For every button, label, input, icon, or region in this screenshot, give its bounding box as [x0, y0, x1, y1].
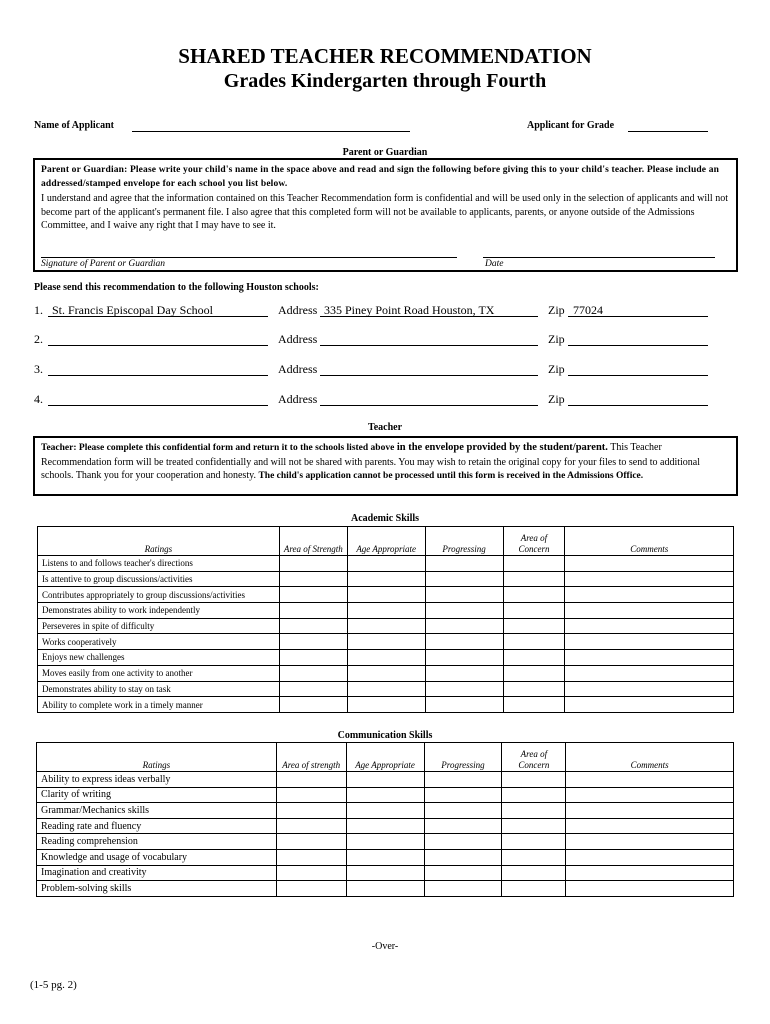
- table-row: [38, 556, 734, 572]
- zip-field[interactable]: [568, 405, 708, 406]
- age-appropriate-cell[interactable]: [347, 571, 425, 587]
- rating-label: Reading comprehension: [37, 834, 277, 850]
- zip-label: Zip: [548, 392, 565, 406]
- table-row: [38, 650, 734, 666]
- teacher-instructions-envelope: in the envelope provided by the student/parent.: [396, 442, 608, 453]
- parent-box: [33, 158, 738, 272]
- table-row: [38, 571, 734, 587]
- signature-label: Signature of Parent or Guardian: [41, 259, 166, 269]
- rating-label: Clarity of writing: [37, 787, 277, 803]
- age-appropriate-cell[interactable]: [347, 634, 425, 650]
- date-field[interactable]: [483, 257, 715, 258]
- column-header: Area of strength: [276, 743, 346, 772]
- parent-section-heading: Parent or Guardian: [342, 147, 428, 158]
- area-of-strength-cell[interactable]: [276, 772, 346, 788]
- area-of-strength-cell[interactable]: [279, 556, 347, 572]
- column-header: Age Appropriate: [347, 527, 425, 556]
- applicant-grade-field[interactable]: [628, 131, 708, 132]
- address-label: Address: [278, 392, 318, 406]
- progressing-cell[interactable]: [424, 772, 502, 788]
- schools-heading: Please send this recommendation to the following Houston schools:: [34, 282, 319, 293]
- progressing-cell[interactable]: [425, 650, 503, 666]
- rating-label: Demonstrates ability to work independently: [38, 603, 280, 619]
- area-of-concern-cell[interactable]: [502, 787, 566, 803]
- area-of-strength-cell[interactable]: [276, 834, 346, 850]
- progressing-cell[interactable]: [425, 587, 503, 603]
- age-appropriate-cell[interactable]: [347, 697, 425, 713]
- column-header: Comments: [566, 743, 734, 772]
- table-row: [38, 697, 734, 713]
- area-of-strength-cell[interactable]: [279, 634, 347, 650]
- progressing-cell[interactable]: [424, 803, 502, 819]
- age-appropriate-cell[interactable]: [347, 618, 425, 634]
- column-header: Age Appropriate: [346, 743, 424, 772]
- address-field[interactable]: [320, 375, 538, 376]
- comments-cell[interactable]: [566, 803, 734, 819]
- progressing-cell[interactable]: [424, 881, 502, 897]
- teacher-instructions-text: This Teacher Recommendation form will be treated confidentially and will not be shared with parents. You may wish to retain the original copy for your files to send to additional schools. Thank you for your cooperation and honesty.: [41, 442, 701, 481]
- table-row: [37, 787, 734, 803]
- table-row: [38, 603, 734, 619]
- age-appropriate-cell[interactable]: [347, 681, 425, 697]
- teacher-section-heading: Teacher: [367, 422, 403, 433]
- area-of-strength-cell[interactable]: [276, 849, 346, 865]
- comments-cell[interactable]: [566, 787, 734, 803]
- progressing-cell[interactable]: [425, 634, 503, 650]
- area-of-concern-cell[interactable]: [503, 556, 565, 572]
- area-of-concern-cell[interactable]: [502, 865, 566, 881]
- column-header: Area of Strength: [279, 527, 347, 556]
- area-of-concern-cell[interactable]: [503, 634, 565, 650]
- academic-heading: Academic Skills: [350, 513, 420, 524]
- address-field[interactable]: [320, 345, 538, 346]
- progressing-cell[interactable]: [424, 865, 502, 881]
- progressing-cell[interactable]: [425, 603, 503, 619]
- age-appropriate-cell[interactable]: [347, 603, 425, 619]
- rating-label: Ability to express ideas verbally: [37, 772, 277, 788]
- progressing-cell[interactable]: [425, 556, 503, 572]
- area-of-strength-cell[interactable]: [276, 803, 346, 819]
- rating-label: Imagination and creativity: [37, 865, 277, 881]
- area-of-concern-cell[interactable]: [502, 881, 566, 897]
- table-row: [37, 772, 734, 788]
- rating-label: Moves easily from one activity to another: [38, 665, 280, 681]
- age-appropriate-cell[interactable]: [347, 587, 425, 603]
- age-appropriate-cell[interactable]: [346, 849, 424, 865]
- teacher-box: [33, 436, 738, 496]
- area-of-strength-cell[interactable]: [276, 818, 346, 834]
- zip-field[interactable]: [568, 345, 708, 346]
- address-label: Address: [278, 303, 318, 317]
- signature-field[interactable]: [41, 257, 457, 258]
- area-of-strength-cell[interactable]: [279, 681, 347, 697]
- school-zip: 77024: [573, 303, 603, 317]
- area-of-strength-cell[interactable]: [276, 865, 346, 881]
- age-appropriate-cell[interactable]: [347, 556, 425, 572]
- age-appropriate-cell[interactable]: [346, 772, 424, 788]
- address-label: Address: [278, 362, 318, 376]
- comments-cell[interactable]: [566, 834, 734, 850]
- teacher-instructions-warning: The child's application cannot be processed until this form is received in the Admissions Office.: [258, 471, 644, 481]
- area-of-concern-cell[interactable]: [503, 650, 565, 666]
- area-of-strength-cell[interactable]: [279, 571, 347, 587]
- table-row: [38, 587, 734, 603]
- area-of-strength-cell[interactable]: [276, 787, 346, 803]
- progressing-cell[interactable]: [425, 618, 503, 634]
- table-row: [38, 634, 734, 650]
- school-name: St. Francis Episcopal Day School: [52, 303, 213, 317]
- table-row: [37, 865, 734, 881]
- area-of-concern-cell[interactable]: [502, 834, 566, 850]
- progressing-cell[interactable]: [424, 818, 502, 834]
- area-of-concern-cell[interactable]: [503, 618, 565, 634]
- rating-label: Reading rate and fluency: [37, 818, 277, 834]
- comments-cell[interactable]: [565, 634, 734, 650]
- area-of-concern-cell[interactable]: [502, 803, 566, 819]
- age-appropriate-cell[interactable]: [346, 881, 424, 897]
- area-of-concern-cell[interactable]: [503, 603, 565, 619]
- table-row: [37, 803, 734, 819]
- rating-label: Enjoys new challenges: [38, 650, 280, 666]
- table-header-row: [37, 743, 734, 772]
- comments-cell[interactable]: [566, 772, 734, 788]
- table-row: [38, 665, 734, 681]
- date-label: Date: [485, 259, 504, 269]
- teacher-instructions: [41, 441, 733, 484]
- area-of-strength-cell[interactable]: [279, 697, 347, 713]
- column-header: Comments: [565, 527, 734, 556]
- table-row: [37, 849, 734, 865]
- area-of-concern-cell[interactable]: [503, 587, 565, 603]
- area-of-concern-cell[interactable]: [503, 571, 565, 587]
- teacher-instructions-bold: Teacher: Please complete this confidential form and return it to the schools listed above: [41, 443, 395, 453]
- area-of-concern-cell[interactable]: [503, 681, 565, 697]
- area-of-strength-cell[interactable]: [279, 587, 347, 603]
- comments-cell[interactable]: [565, 571, 734, 587]
- comments-cell[interactable]: [565, 681, 734, 697]
- column-header: Progressing: [425, 527, 503, 556]
- age-appropriate-cell[interactable]: [346, 834, 424, 850]
- rating-label: Contributes appropriately to group discussions/activities: [38, 587, 280, 603]
- area-of-concern-cell[interactable]: [502, 818, 566, 834]
- comments-cell[interactable]: [566, 818, 734, 834]
- rating-label: Demonstrates ability to stay on task: [38, 681, 280, 697]
- school-number: 3.: [34, 362, 43, 376]
- rating-label: Is attentive to group discussions/activities: [38, 571, 280, 587]
- area-of-concern-cell[interactable]: [503, 665, 565, 681]
- comments-cell[interactable]: [565, 618, 734, 634]
- parent-agreement: I understand and agree that the information contained on this Teacher Recommendation form is confidential and will be used only in the selection of applicants and will not become part of the applicant's permanent file. I also agree that this completed form will not be available to applicants, parents, or anyone outside of the Admissions Committee, and I waive any right that I may have to see it.: [41, 193, 728, 231]
- zip-label: Zip: [548, 362, 565, 376]
- applicant-grade-label: Applicant for Grade: [527, 120, 615, 131]
- comments-cell[interactable]: [565, 697, 734, 713]
- column-header: Area of Concern: [502, 743, 566, 772]
- page-subtitle: Grades Kindergarten through Fourth: [223, 70, 547, 92]
- school-name-field[interactable]: [48, 375, 268, 376]
- table-row: [38, 618, 734, 634]
- rating-label: Problem-solving skills: [37, 881, 277, 897]
- progressing-cell[interactable]: [425, 665, 503, 681]
- applicant-name-label: Name of Applicant: [34, 120, 114, 131]
- comments-cell[interactable]: [565, 603, 734, 619]
- age-appropriate-cell[interactable]: [347, 650, 425, 666]
- table-row: [37, 818, 734, 834]
- progressing-cell[interactable]: [424, 787, 502, 803]
- comments-cell[interactable]: [565, 556, 734, 572]
- column-header: Ratings: [37, 743, 277, 772]
- rating-label: Listens to and follows teacher's directions: [38, 556, 280, 572]
- comments-cell[interactable]: [565, 665, 734, 681]
- age-appropriate-cell[interactable]: [346, 818, 424, 834]
- school-name-field[interactable]: [48, 345, 268, 346]
- age-appropriate-cell[interactable]: [346, 787, 424, 803]
- progressing-cell[interactable]: [425, 697, 503, 713]
- communication-skills-table: [36, 742, 734, 897]
- area-of-concern-cell[interactable]: [502, 849, 566, 865]
- column-header: Area of Concern: [503, 527, 565, 556]
- progressing-cell[interactable]: [425, 571, 503, 587]
- rating-label: Grammar/Mechanics skills: [37, 803, 277, 819]
- table-row: [37, 834, 734, 850]
- page-number: (1-5 pg. 2): [30, 979, 77, 991]
- area-of-concern-cell[interactable]: [503, 697, 565, 713]
- area-of-strength-cell[interactable]: [276, 881, 346, 897]
- area-of-concern-cell[interactable]: [502, 772, 566, 788]
- communication-heading: Communication Skills: [337, 730, 433, 741]
- school-number: 4.: [34, 392, 43, 406]
- column-header: Progressing: [424, 743, 502, 772]
- address-field[interactable]: [320, 405, 538, 406]
- comments-cell[interactable]: [566, 881, 734, 897]
- age-appropriate-cell[interactable]: [346, 803, 424, 819]
- school-name-field[interactable]: [48, 405, 268, 406]
- table-row: [37, 881, 734, 897]
- rating-label: Works cooperatively: [38, 634, 280, 650]
- area-of-strength-cell[interactable]: [279, 618, 347, 634]
- zip-field[interactable]: [568, 375, 708, 376]
- comments-cell[interactable]: [565, 650, 734, 666]
- address-label: Address: [278, 332, 318, 346]
- progressing-cell[interactable]: [425, 681, 503, 697]
- area-of-strength-cell[interactable]: [279, 650, 347, 666]
- area-of-strength-cell[interactable]: [279, 603, 347, 619]
- comments-cell[interactable]: [566, 865, 734, 881]
- progressing-cell[interactable]: [424, 849, 502, 865]
- comments-cell[interactable]: [566, 849, 734, 865]
- table-row: [38, 681, 734, 697]
- comments-cell[interactable]: [565, 587, 734, 603]
- applicant-name-field[interactable]: [132, 131, 410, 132]
- over-indicator: -Over-: [371, 941, 399, 952]
- progressing-cell[interactable]: [424, 834, 502, 850]
- area-of-strength-cell[interactable]: [279, 665, 347, 681]
- parent-instructions: Parent or Guardian: Please write your child's name in the space above and read and sign the following before giving this to your child's teacher. Please include an addressed/stamped envelope for each school you list below.: [41, 165, 720, 189]
- rating-label: Perseveres in spite of difficulty: [38, 618, 280, 634]
- academic-skills-table: [37, 526, 734, 713]
- school-number: 1.: [34, 303, 43, 317]
- rating-label: Ability to complete work in a timely manner: [38, 697, 280, 713]
- age-appropriate-cell[interactable]: [346, 865, 424, 881]
- school-address: 335 Piney Point Road Houston, TX: [324, 303, 495, 317]
- table-header-row: [38, 527, 734, 556]
- zip-label: Zip: [548, 332, 565, 346]
- zip-label: Zip: [548, 303, 565, 317]
- school-number: 2.: [34, 332, 43, 346]
- column-header: Ratings: [38, 527, 280, 556]
- page-title: SHARED TEACHER RECOMMENDATION: [178, 44, 592, 68]
- age-appropriate-cell[interactable]: [347, 665, 425, 681]
- rating-label: Knowledge and usage of vocabulary: [37, 849, 277, 865]
